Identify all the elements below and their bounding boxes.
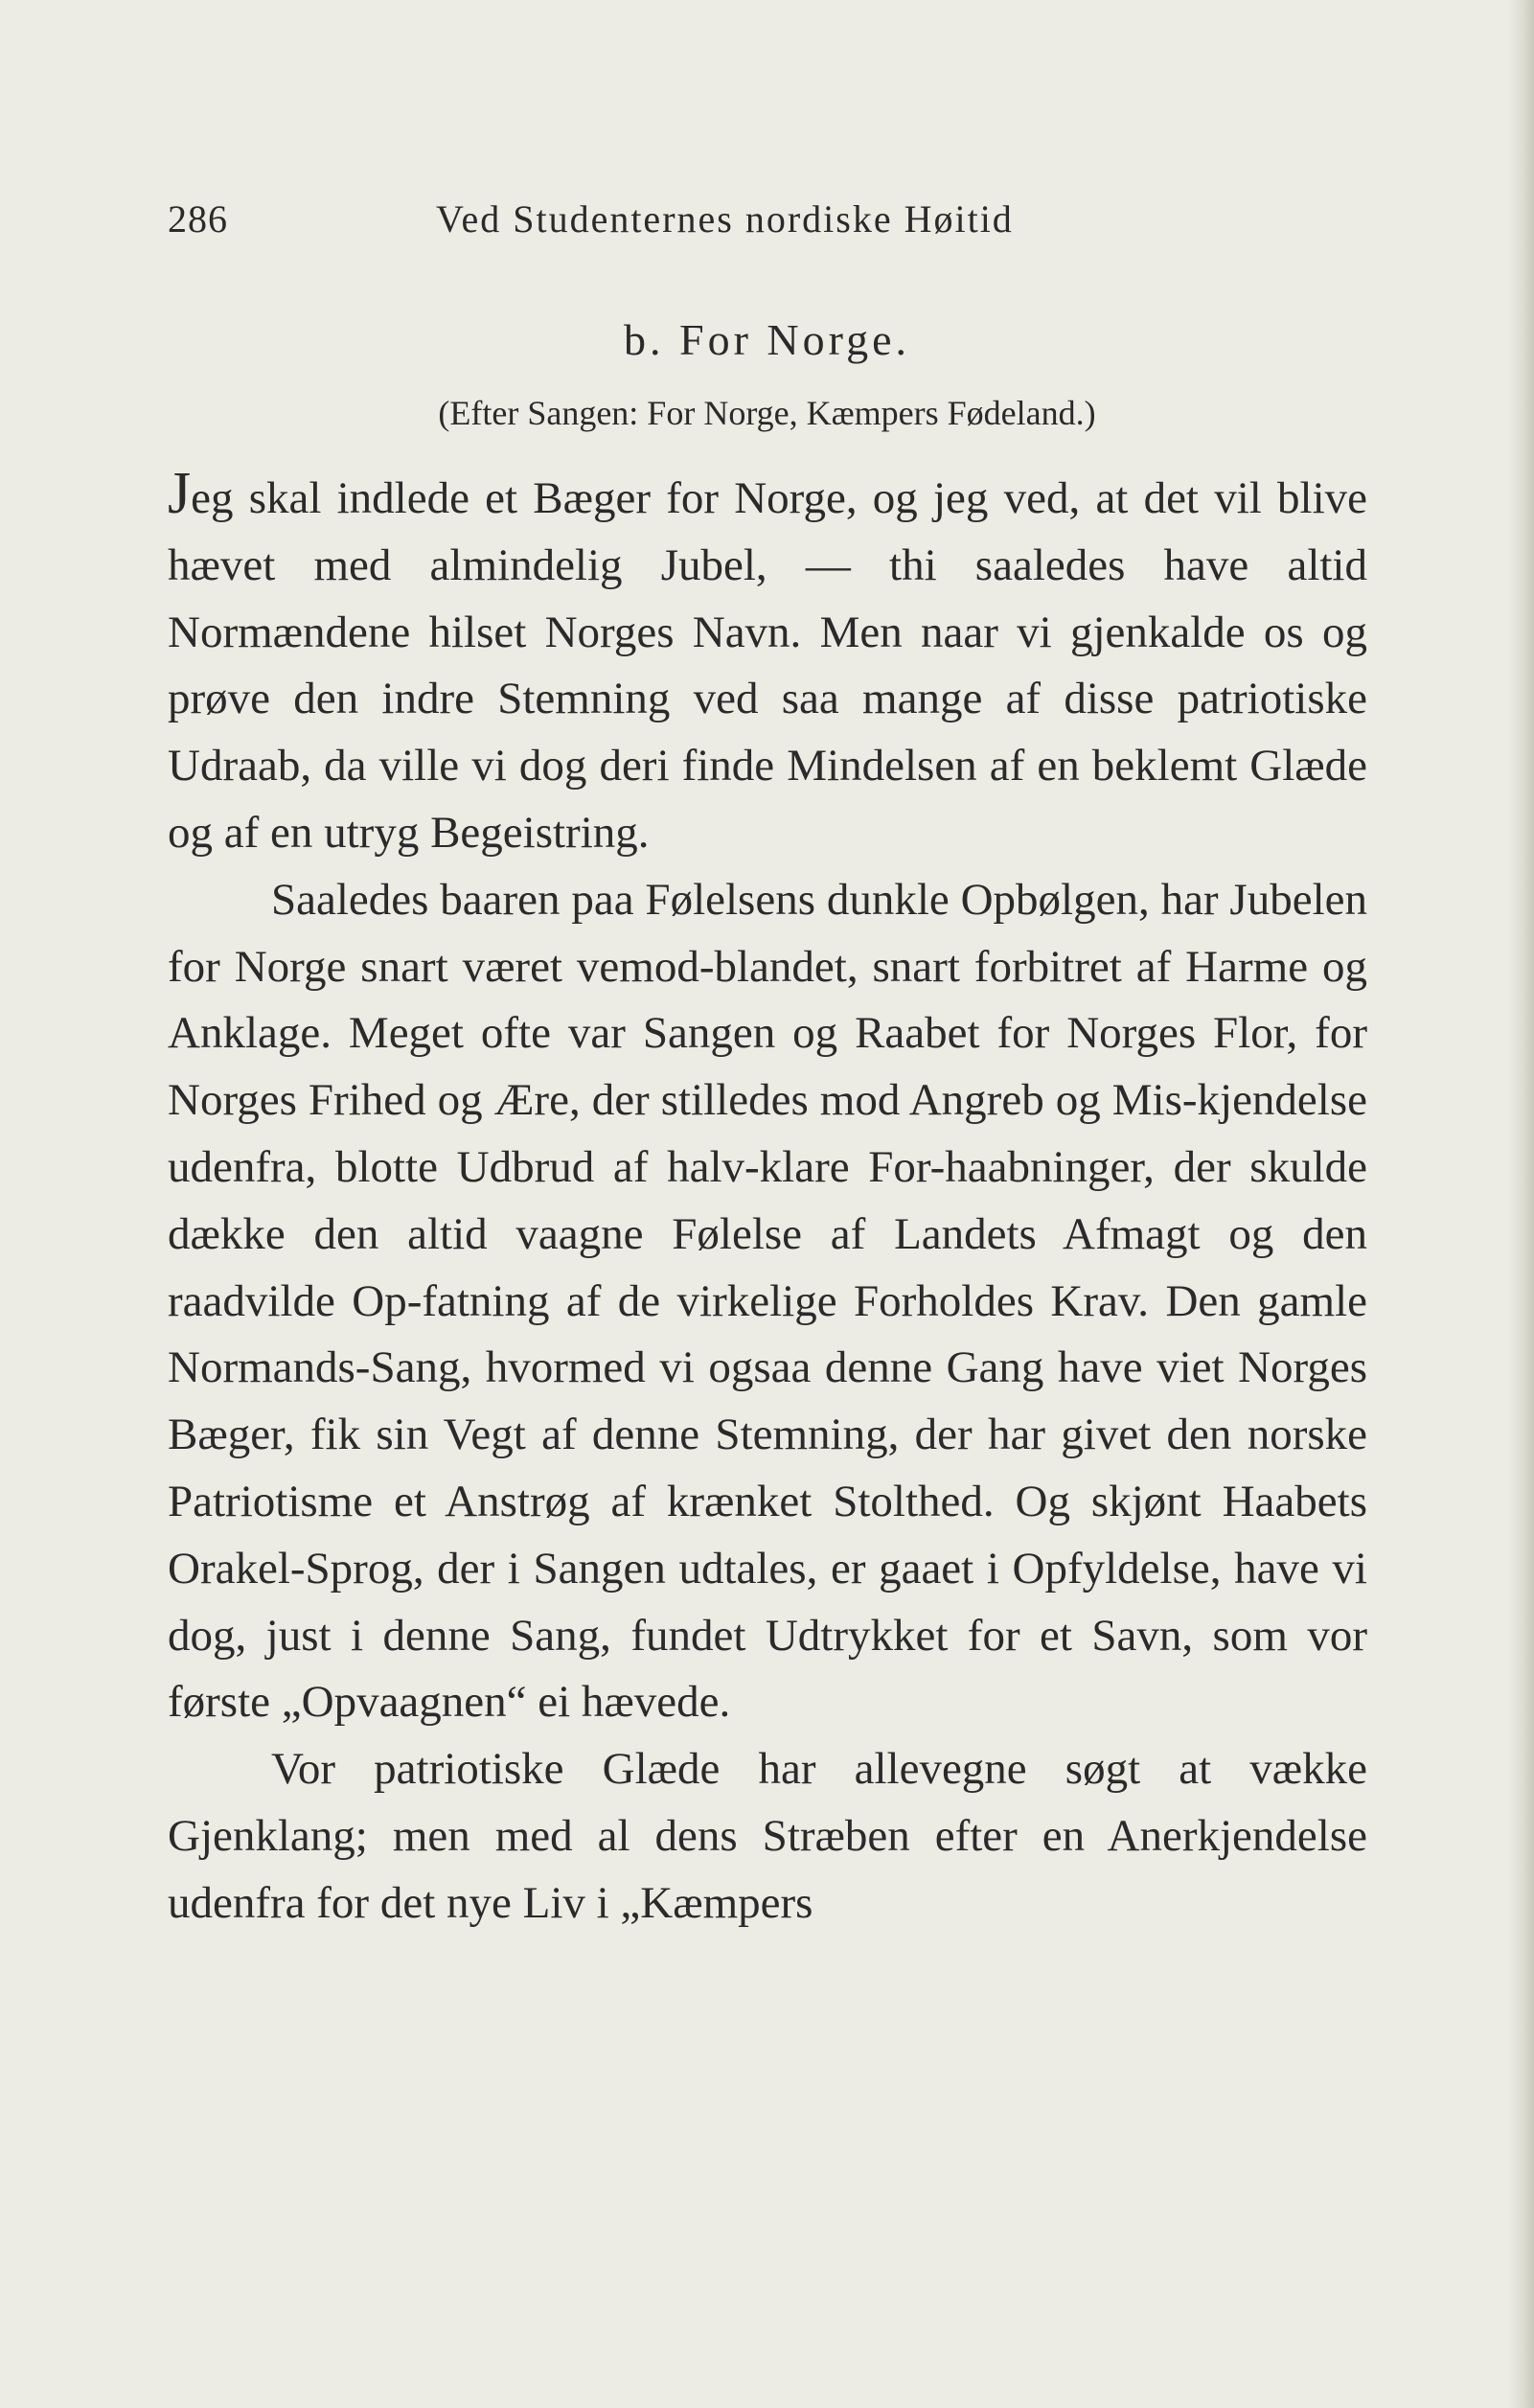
page-number: 286: [168, 197, 228, 241]
paragraph-1-text: eg skal indlede et Bæger for Norge, og jeg ved, at det vil blive hævet med almindelig Jubel, — thi saaledes have altid Normændene hilset Norges Navn. Men naar vi gjenkalde os og prøve den indre Stemning ved saa mange af disse patriotiske Udraab, da ville vi dog deri finde Mindelsen af en beklemt Glæde og af en utryg Begeistring.: [168, 473, 1367, 858]
paragraph-2: Saaledes baaren paa Følelsens dunkle Opbølgen, har Jubelen for Norge snart været vemod-blandet, snart forbitret af Harme og Anklage. Meget ofte var Sangen og Raabet for Norges Flor, for Norges Frihed og Ære, der stilledes mod Angreb og Mis-kjendelse udenfra, blotte Udbrud af halv-klare For-haabninger, der skulde dække den altid vaagne Følelse af Landets Afmagt og den raadvilde Op-fatning af de virkelige Forholdes Krav. Den gamle Normands-Sang, hvormed vi ogsaa denne Gang have viet Norges Bæger, fik sin Vegt af denne Stemning, der har givet den norske Patriotisme et Anstrøg af krænket Stolthed. Og skjønt Haabets Orakel-Sprog, der i Sangen udtales, er gaaet i Opfyldelse, have vi dog, just i denne Sang, fundet Udtrykket for et Savn, som vor første „Opvaagnen“ ei hævede.: [168, 874, 1367, 1728]
drop-cap: J: [168, 461, 192, 526]
section-title: b. For Norge.: [623, 315, 911, 364]
body-text: [168, 461, 1367, 1938]
running-title: Ved Studenternes nordiske Høitid: [436, 197, 1014, 241]
running-header: [168, 196, 1367, 254]
paragraph-1: [168, 461, 1367, 867]
section-subtitle: (Efter Sangen: For Norge, Kæmpers Fødeland.): [438, 394, 1096, 432]
paragraph-3: Vor patriotiske Glæde har allevegne søgt at vække Gjenklang; men med al dens Stræben efter en Anerkjendelse udenfra for det nye Liv i „Kæmpers: [168, 1744, 1367, 1928]
